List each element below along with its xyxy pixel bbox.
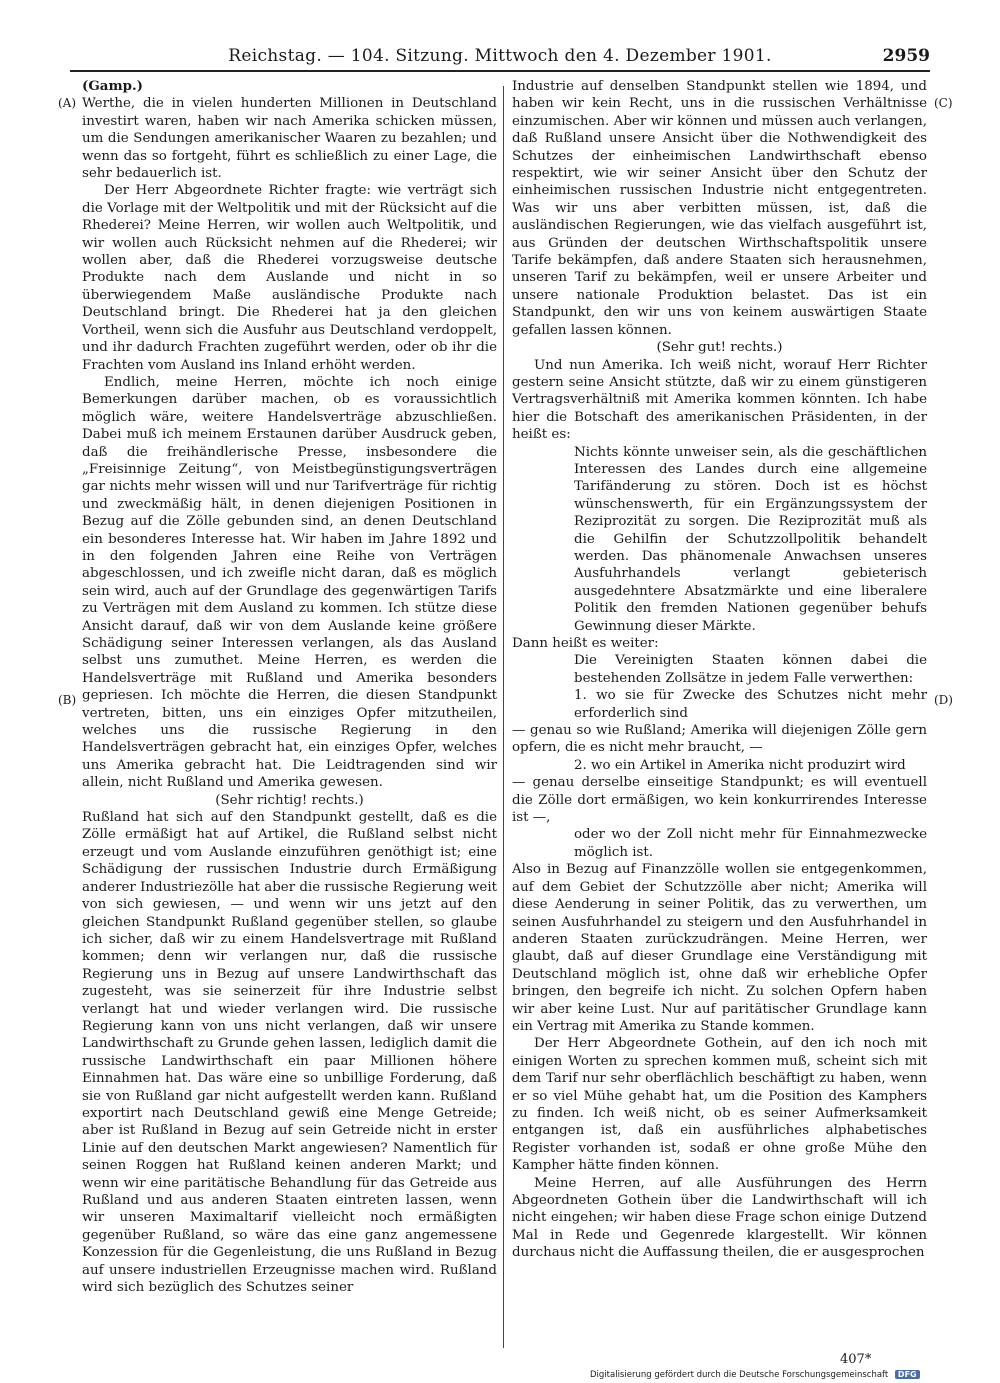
speaker-label: (Gamp.) — [82, 78, 143, 94]
funding-note: Digitalisierung gefördert durch die Deutsche Forschungsgemeinschaft — [590, 1370, 889, 1380]
header-rule — [70, 70, 930, 72]
paragraph: Und nun Amerika. Ich weiß nicht, worauf Herr Richter gestern seine Ansicht stützte, daß wir zu einem günstigeren Vertragsverhältniß mit Amerika kommen könnten. Ich habe hier die Botschaft des amerikanischen Präsidenten, in der heißt es: — [512, 357, 927, 443]
paragraph: Endlich, meine Herren, möchte ich noch einige Bemerkungen darüber machen, ob es voraussichtlich möglich wäre, weitere Handelsverträge abzuschließen. Dabei muß ich meinem Erstaunen darüber Ausdruck geben, daß die freihändlerische Presse, insbesondere die „Freisinnige Zeitung“, von Meistbegünstigungsverträgen gar nichts mehr wissen will und nur Tarifverträge für richtig und zweckmäßig hält, in denen diejenigen Positionen in Bezug auf die Zölle gebunden sind, an denen Deutschland ein besonderes Interesse hat. Wir haben im Jahre 1892 und in den folgenden Jahren eine Reihe von Verträgen abgeschlossen, und ich zweifle nicht daran, daß es möglich sein wird, auch auf der Grundlage des gegenwärtigen Tarifs zu Verträgen mit dem Ausland zu kommen. Ich stütze diese Ansicht darauf, daß wir von dem Auslande keine größere Schädigung seiner Interessen verlangen, als das Ausland selbst uns zumuthet. Meine Herren, es werden die Handelsverträge mit Rußland und Amerika besonders gepriesen. Ich möchte die Herren, die diesen Standpunkt vertreten, bitten, uns ein einziges Opfer mitzutheilen, welches uns die russische Regierung in den Handelsverträgen gebracht hat, ein einziges Opfer, welches uns Amerika gebracht hat. Die Leidtragenden sind wir allein, nicht Rußland und Amerika gewesen. — [82, 374, 497, 791]
running-head: Reichstag. — 104. Sitzung. Mittwoch den 4. Dezember 1901. — [228, 46, 772, 66]
paragraph: Werthe, die in vielen hunderten Millionen in Deutschland investirt waren, haben wir nach Amerika schicken müssen, um die Sendungen amerikanischer Waaren zu bezahlen; und wenn das so fortgeht, führt es schließlich zu einer Lage, die sehr bedauerlich ist. — [82, 96, 497, 182]
margin-marker-b: (B) — [58, 693, 77, 707]
page-number: 2959 — [882, 46, 930, 66]
column-divider — [503, 86, 504, 1348]
quote-item: oder wo der Zoll nicht mehr für Einnahmezwecke möglich ist. — [574, 827, 927, 860]
interjection: (Sehr gut! rechts.) — [656, 340, 783, 356]
paragraph: Meine Herren, auf alle Ausführungen des Herrn Abgeordneten Gothein über die Landwirthschaft will ich nicht eingehen; wir haben diese Frage schon einige Dutzend Mal in Rede und Gegenrede klargestellt. Wir können durchaus nicht die Auffassung theilen, die er ausgesprochen — [512, 1175, 927, 1261]
page-header — [70, 44, 930, 72]
paragraph: — genau derselbe einseitige Standpunkt; es will eventuell die Zölle dort ermäßigen, wo kein konkurrirendes Interesse ist —, — [512, 775, 927, 826]
paragraph: Der Herr Abgeordnete Gothein, auf den ich noch mit einigen Worten zu sprechen kommen muß, scheint sich mit dem Tarif nur sehr oberflächlich beschäftigt zu haben, wenn er so viel Mühe gehabt hat, um die Position des Kamphers zu finden. Ich weiß nicht, ob es seiner Aufmerksamkeit entgangen ist, daß ein ausführliches alphabetisches Register vorhanden ist, sodaß er ohne große Mühe den Kampher hätte finden können. — [512, 1036, 927, 1174]
quote-item: 2. wo ein Artikel in Amerika nicht produzirt wird — [574, 757, 906, 773]
paragraph: — genau so wie Rußland; Amerika will diejenigen Zölle gern opfern, die es nicht mehr braucht, — — [512, 723, 927, 756]
right-column — [512, 78, 927, 1368]
margin-marker-c: (C) — [934, 96, 953, 110]
signature-mark: 407* — [840, 1352, 872, 1367]
interjection: (Sehr richtig! rechts.) — [215, 792, 364, 808]
left-column — [82, 78, 497, 1368]
quote-item: 1. wo sie für Zwecke des Schutzes nicht mehr erforderlich sind — [574, 688, 927, 721]
paragraph: Industrie auf denselben Standpunkt stellen wie 1894, und haben wir kein Recht, uns in die russischen Verhältnisse einzumischen. Aber wir können und müssen auch verlangen, daß Rußland unsere Ansicht über die Nothwendigkeit des Schutzes der einheimischen Landwirthschaft ebenso respektirt, wie wir seiner Ansicht über den Schutz der einheimischen russischen Industrie nicht entgegentreten. Was wir uns aber verbitten müssen, ist, daß die ausländischen Regierungen, wie das vielfach ausgeführt ist, aus Gründen der deutschen Wirthschaftspolitik unsere Tarife bekämpfen, daß andere Staaten sich herausnehmen, unseren Tarif zu bekämpfen, weil er unsere Arbeiter und unsere nationale Produktion belastet. Das ist ein Standpunkt, den wir uns von keinem auswärtigen Staate gefallen lassen können. — [512, 79, 927, 338]
paragraph: Dann heißt es weiter: — [512, 636, 659, 651]
paragraph: Der Herr Abgeordnete Richter fragte: wie verträgt sich die Vorlage mit der Weltpolitik und mit der Rücksicht auf die Rhederei? Meine Herren, wir wollen auch Weltpolitik, und wir wollen auch Rücksicht nehmen auf die Rhederei; wir wollen aber, daß die Rhederei vorzugsweise deutsche Produkte nach dem Auslande und nicht in so überwiegendem Maße ausländische Produkte nach Deutschland bringt. Die Rhederei hat ja den gleichen Vortheil, wenn sich die Ausfuhr aus Deutschland verdoppelt, und ihr dadurch Frachten zugeführt werden, oder ob ihr die Frachten vom Ausland ins Inland erhöht werden. — [82, 183, 497, 373]
margin-marker-d: (D) — [934, 693, 953, 707]
dfg-logo-icon: DFG — [895, 1370, 920, 1379]
block-quote: Die Vereinigten Staaten können dabei die bestehenden Zollsätze in jedem Falle verwerthen: — [574, 653, 927, 686]
paragraph: Rußland hat sich auf den Standpunkt gestellt, daß es die Zölle ermäßigt hat auf Artikel, die Rußland selbst nicht erzeugt und vom Auslande einzuführen genöthigt ist; eine Schädigung der russischen Industrie durch Ermäßigung anderer Industriezölle hat aber die russische Regierung weit von sich gewiesen, — und wenn wir uns jetzt auf den gleichen Standpunkt Rußland gegenüber stellen, so glaube ich sicher, daß wir zu einem Handelsvertrage mit Rußland kommen; denn wir verlangen nur, daß die russische Regierung uns in Bezug auf unsere Landwirthschaft das zugesteht, was sie seinerzeit für ihre Industrie selbst verlangt hat und wieder verlangen wird. Die russische Regierung kann von uns nicht verlangen, daß wir unsere Landwirthschaft zu Grunde gehen lassen, lediglich damit die russische Landwirthschaft ein paar Millionen höhere Einnahmen hat. Das wäre eine so unbillige Forderung, daß sie von Rußland gar nicht aufgestellt werden kann. Rußland exportirt nach Deutschland gewiß eine Menge Getreide; aber ist Rußland in Bezug auf sein Getreide nicht in erster Linie auf den deutschen Markt angewiesen? Namentlich für seinen Roggen hat Rußland keinen anderen Markt; und wenn wir eine paritätische Behandlung für das Getreide aus Rußland und aus anderen Staaten eintreten lassen, wenn wir unseren Maximaltarif vielleicht noch ermäßigten gegenüber Rußland, so wäre das eine ganz angemessene Konzession für die Gegenleistung, die uns Rußland in Bezug auf unsere industriellen Erzeugnisse machen wird. Rußland wird sich bezüglich des Schutzes seiner — [82, 810, 497, 1296]
block-quote: Nichts könnte unweiser sein, als die geschäftlichen Interessen des Landes durch eine allgemeine Tarifänderung zu stören. Doch ist es höchst wünschenswerth, für ein Ergänzungssystem der Reziprozität zu sorgen. Die Reziprozität muß als die Gehilfin der Schutzzollpolitik behandelt werden. Das phänomenale Anwachsen unseres Ausfuhrhandels verlangt gebieterisch ausgedehntere Absatzmärkte und eine liberalere Politik den fremden Nationen gegenüber behufs Gewinnung dieser Märkte. — [574, 444, 927, 634]
paragraph: Also in Bezug auf Finanzzölle wollen sie entgegenkommen, auf dem Gebiet der Schutzzölle aber nicht; Amerika will diese Aenderung in seiner Politik, das zu verwerthen, um seinen Ausfuhrhandel zu steigern und den Ausfuhrhandel in anderen Staaten zurückzudrängen. Meine Herren, wer glaubt, daß auf dieser Grundlage eine Verständigung mit Deutschland möglich ist, ohne daß wir erhebliche Opfer bringen, den begreife ich nicht. Zu solchen Opfern haben wir aber keine Lust. Nur auf paritätischer Grundlage kann ein Vertrag mit Amerika zu Stande kommen. — [512, 862, 927, 1034]
page-footer — [590, 1370, 920, 1380]
margin-marker-a: (A) — [58, 96, 77, 110]
